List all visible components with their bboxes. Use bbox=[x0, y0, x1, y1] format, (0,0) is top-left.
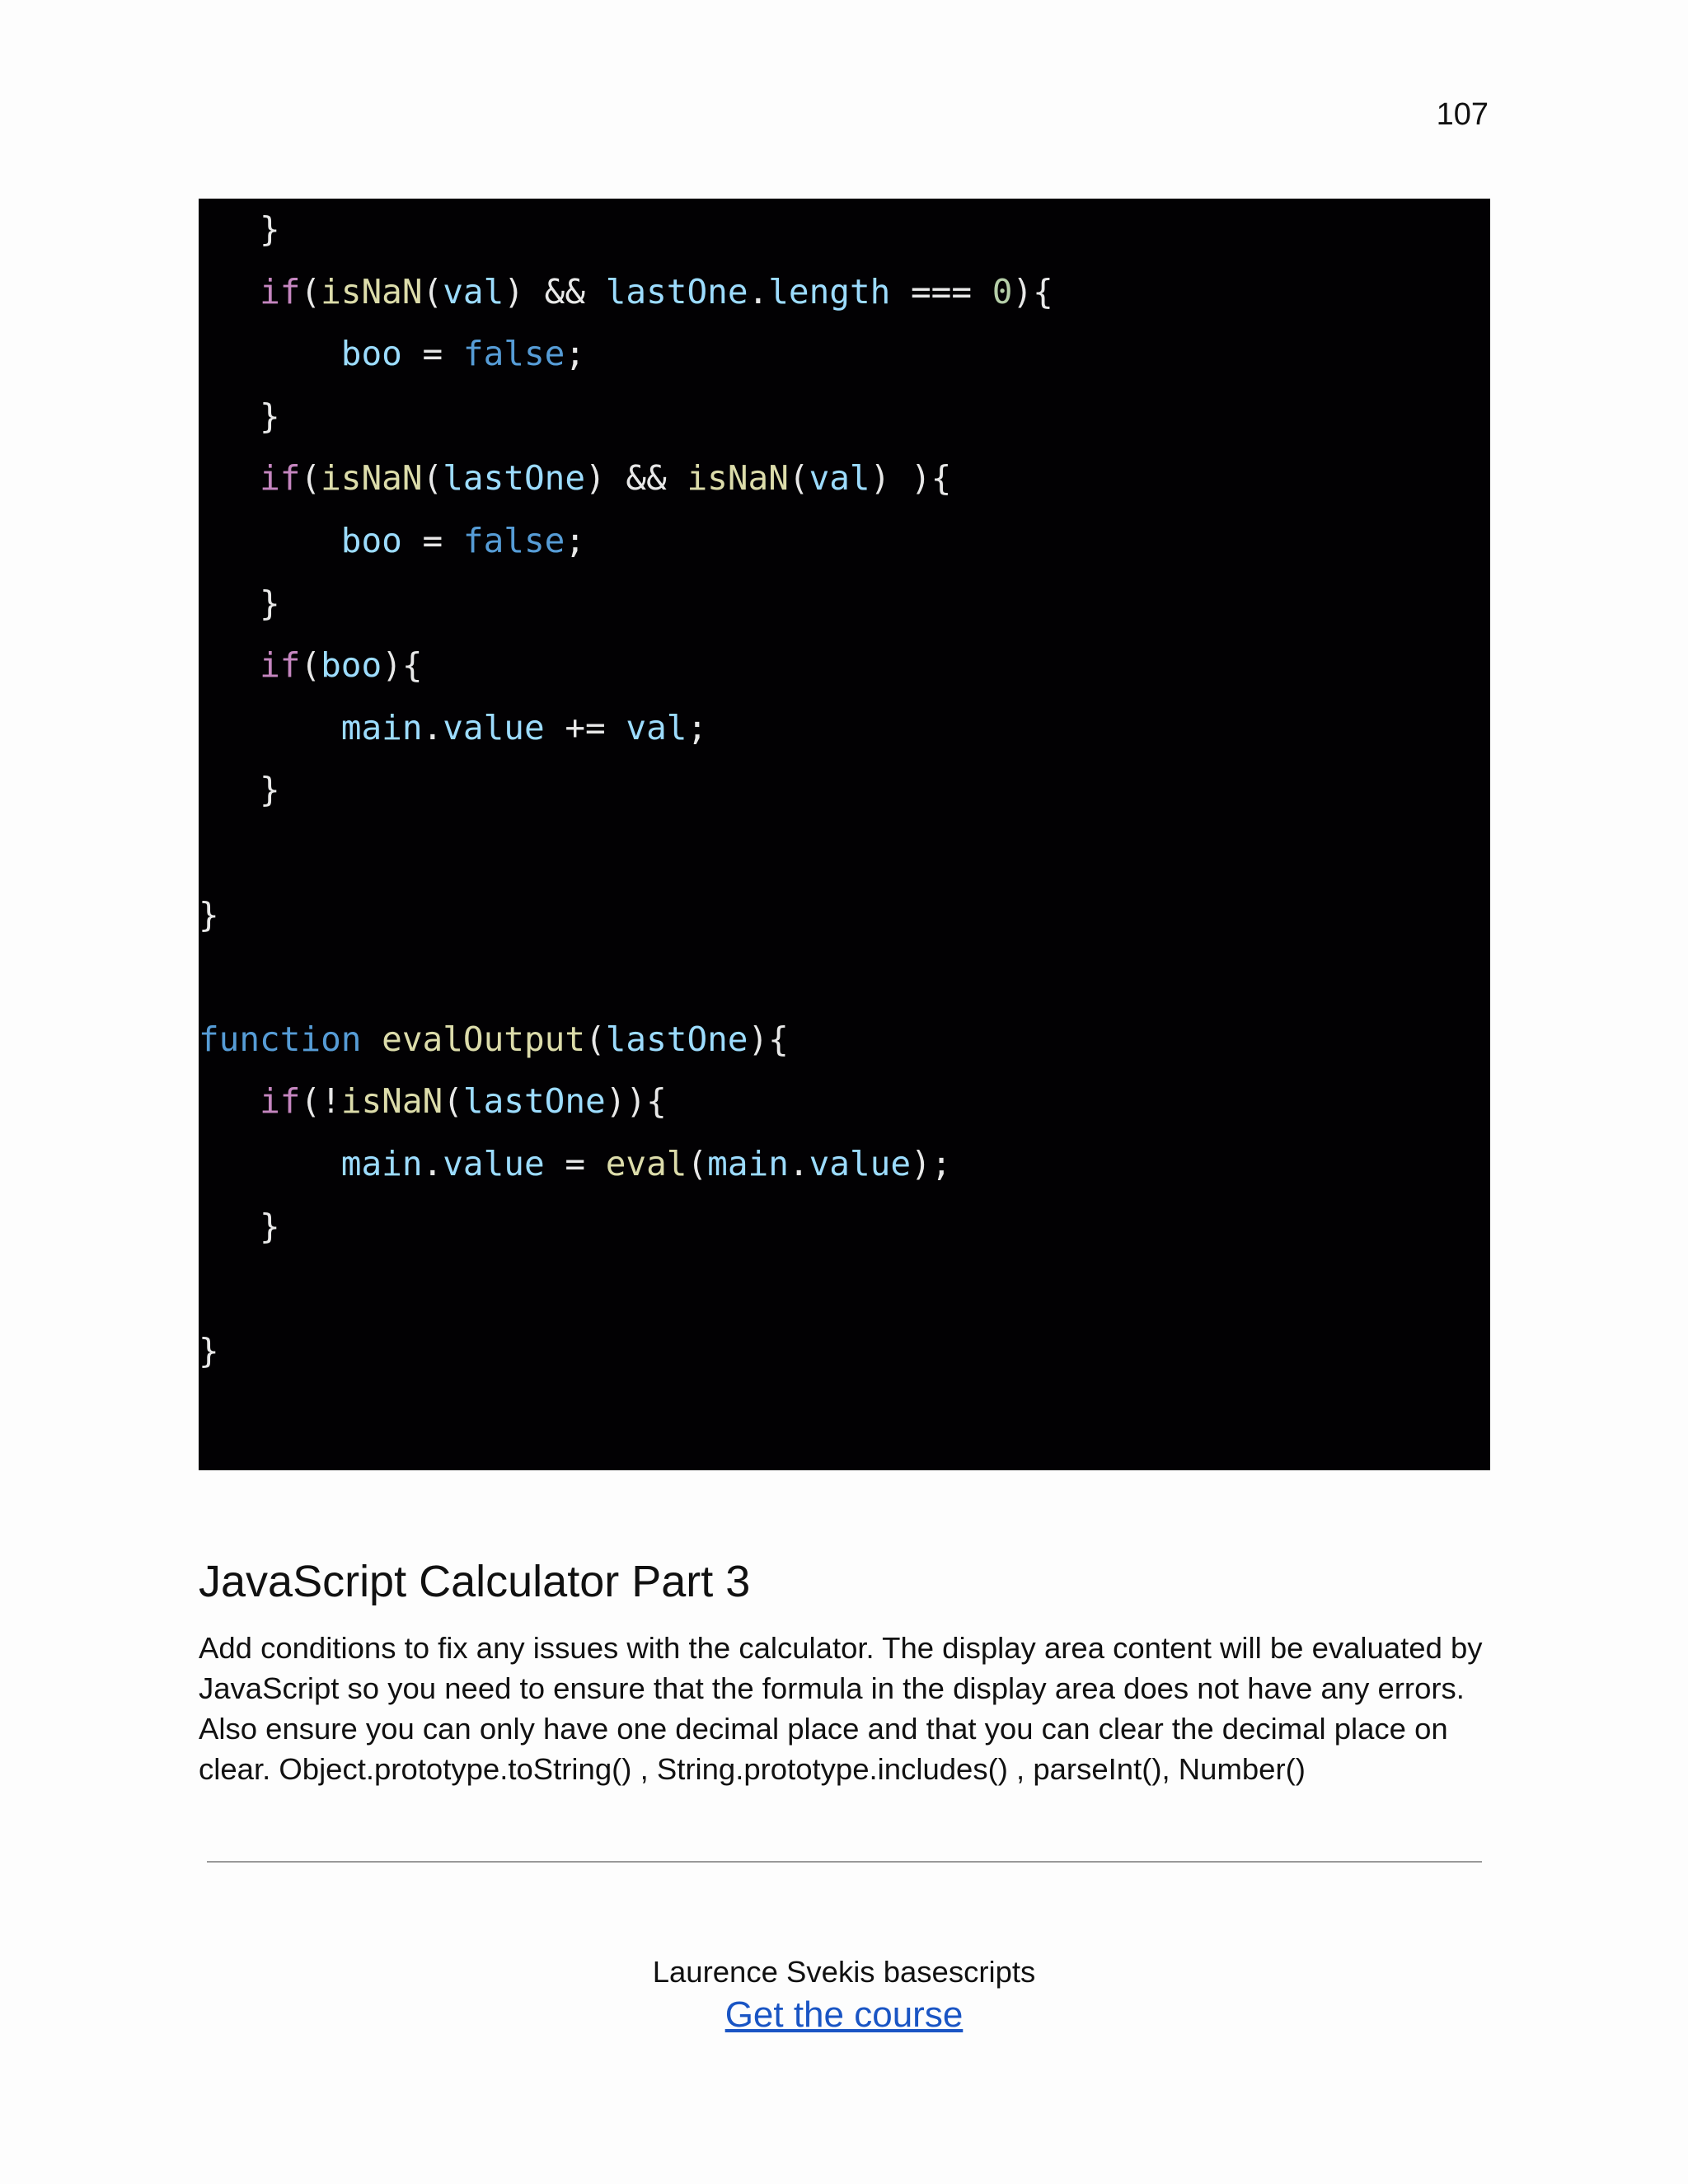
code-token: . bbox=[422, 707, 443, 748]
code-token: ){ bbox=[1012, 271, 1053, 312]
code-token: = bbox=[401, 520, 463, 560]
code-token: ) && bbox=[504, 271, 606, 312]
code-token: (! bbox=[300, 1081, 341, 1122]
code-token: lastOne bbox=[605, 1019, 748, 1059]
code-line bbox=[199, 323, 1490, 386]
code-token: ( bbox=[585, 1019, 606, 1059]
code-token: ( bbox=[443, 1081, 463, 1122]
code-token bbox=[199, 1081, 260, 1121]
code-token: val bbox=[443, 271, 504, 312]
code-token: = bbox=[544, 1143, 606, 1183]
code-token: ){ bbox=[382, 645, 423, 686]
code-line bbox=[199, 697, 1490, 760]
code-line bbox=[199, 1320, 1490, 1383]
code-token: evalOutput bbox=[382, 1019, 586, 1059]
code-token bbox=[199, 334, 341, 373]
code-token: main bbox=[340, 707, 423, 748]
code-token: val bbox=[809, 458, 870, 499]
code-token: ; bbox=[687, 707, 708, 748]
code-token: ; bbox=[565, 520, 586, 560]
code-line bbox=[199, 1133, 1490, 1196]
code-token: ( bbox=[422, 271, 443, 312]
code-line bbox=[199, 1258, 1490, 1320]
code-token: ) ){ bbox=[870, 458, 952, 499]
code-token: if bbox=[260, 458, 301, 499]
code-token: } bbox=[199, 583, 280, 623]
code-token: } bbox=[199, 396, 280, 436]
code-token: )){ bbox=[605, 1081, 667, 1122]
code-token bbox=[199, 521, 341, 560]
footer-link-wrapper bbox=[0, 1994, 1688, 2036]
code-token: ); bbox=[911, 1143, 952, 1183]
code-token bbox=[199, 1144, 341, 1183]
code-token: ( bbox=[687, 1143, 708, 1183]
code-token: ){ bbox=[748, 1019, 789, 1059]
code-line bbox=[199, 261, 1490, 324]
code-token: false bbox=[462, 520, 565, 560]
code-token: eval bbox=[605, 1143, 687, 1183]
code-token: ( bbox=[788, 458, 809, 499]
code-line bbox=[199, 946, 1490, 1009]
code-token: main bbox=[707, 1143, 789, 1183]
section-body: Add conditions to fix any issues with the calculator. The display area content will be evaluated by JavaScript so you need to ensure that the formula in the display area does not have any errors. Also ensure you can only have one decimal place and that you can clear the decimal place on clear. Object.prototype.toString() , String.prototype.includes() , parseInt(), Number() bbox=[199, 1631, 1483, 1786]
code-token bbox=[361, 1019, 382, 1059]
code-token: isNaN bbox=[687, 458, 789, 499]
code-token: === bbox=[890, 271, 992, 312]
code-token: . bbox=[788, 1143, 809, 1183]
footer-author: Laurence Svekis basescripts bbox=[652, 1955, 1036, 1989]
code-line bbox=[199, 822, 1490, 884]
code-token: if bbox=[260, 645, 301, 686]
code-token: isNaN bbox=[321, 271, 423, 312]
code-line bbox=[199, 635, 1490, 697]
code-token: value bbox=[809, 1143, 912, 1183]
code-line bbox=[199, 1009, 1490, 1071]
code-token: ( bbox=[300, 645, 321, 686]
code-token: boo bbox=[340, 334, 402, 374]
code-token: if bbox=[260, 271, 301, 312]
code-token: = bbox=[401, 334, 463, 374]
code-token: ( bbox=[300, 271, 321, 312]
code-token: ) && bbox=[585, 458, 687, 499]
code-token: main bbox=[340, 1143, 423, 1183]
code-block bbox=[199, 199, 1490, 1470]
get-the-course-link[interactable]: Get the course bbox=[724, 1994, 964, 2035]
code-token: . bbox=[422, 1143, 443, 1183]
footer-divider bbox=[207, 1861, 1482, 1863]
code-line bbox=[199, 1196, 1490, 1258]
code-line bbox=[199, 199, 1490, 261]
code-token: length bbox=[768, 271, 891, 312]
code-token bbox=[199, 458, 260, 498]
code-token: lastOne bbox=[462, 1081, 606, 1122]
code-token: function bbox=[199, 1019, 362, 1059]
section-title: JavaScript Calculator Part 3 bbox=[199, 1557, 751, 1606]
code-line bbox=[199, 573, 1490, 635]
page-number: 107 bbox=[1436, 97, 1489, 132]
code-token: } bbox=[199, 209, 280, 249]
code-token: value bbox=[443, 1143, 545, 1183]
code-token: ( bbox=[300, 458, 321, 499]
code-token: boo bbox=[321, 645, 382, 686]
code-token bbox=[199, 645, 260, 685]
code-token: } bbox=[199, 770, 280, 810]
code-token: } bbox=[199, 894, 219, 935]
code-line bbox=[199, 884, 1490, 947]
code-token: isNaN bbox=[321, 458, 423, 499]
code-line bbox=[199, 510, 1490, 573]
code-token: boo bbox=[340, 520, 402, 560]
code-token: 0 bbox=[992, 271, 1013, 312]
code-token bbox=[199, 708, 341, 748]
code-line bbox=[199, 386, 1490, 448]
code-token: isNaN bbox=[340, 1081, 443, 1122]
code-token: } bbox=[199, 1330, 219, 1371]
code-token: ; bbox=[565, 334, 586, 374]
code-token: value bbox=[443, 707, 545, 748]
code-token: false bbox=[462, 334, 565, 374]
code-line bbox=[199, 448, 1490, 510]
code-token: val bbox=[626, 707, 687, 748]
code-token: += bbox=[544, 707, 626, 748]
code-token: lastOne bbox=[443, 458, 586, 499]
code-token bbox=[199, 272, 260, 312]
code-token: if bbox=[260, 1081, 301, 1122]
code-line bbox=[199, 759, 1490, 822]
code-token: } bbox=[199, 1206, 280, 1246]
code-line bbox=[199, 1071, 1490, 1133]
code-token: ( bbox=[422, 458, 443, 499]
code-token: lastOne bbox=[605, 271, 748, 312]
code-token: . bbox=[748, 271, 769, 312]
